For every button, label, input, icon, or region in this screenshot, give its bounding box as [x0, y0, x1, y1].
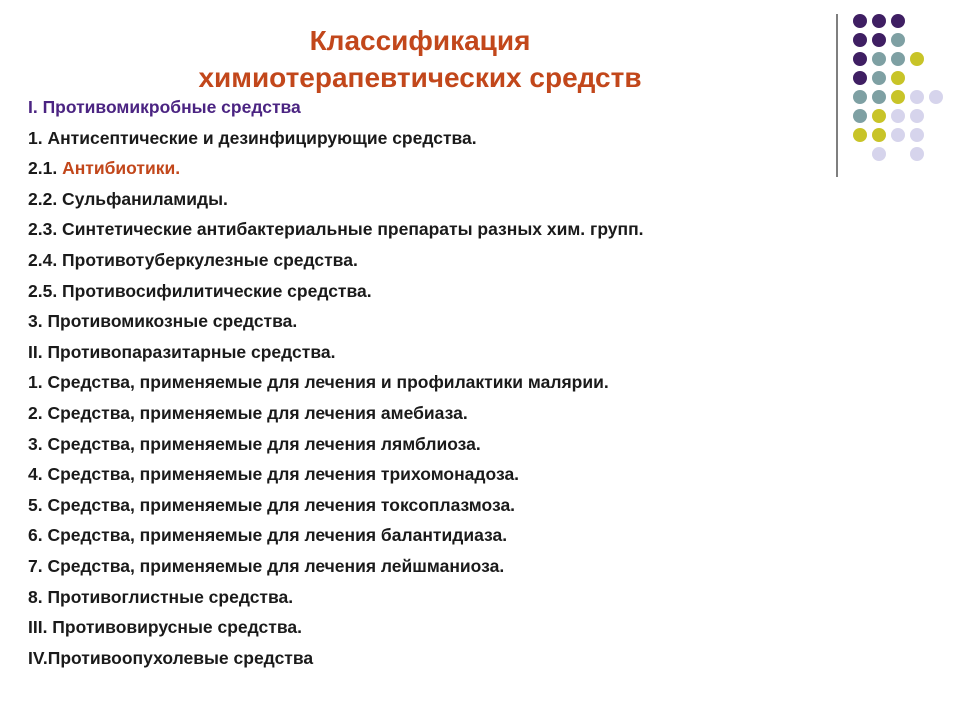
dot-teal: [853, 90, 867, 104]
dot-olive: [910, 52, 924, 66]
section-heading-antiviral: III. Противовирусные средства.: [28, 617, 302, 638]
list-item: 2.3. Синтетические антибактериальные препараты разных хим. групп.: [28, 219, 644, 240]
dot-purple: [872, 14, 886, 28]
section-heading-antitumor: IV.Противоопухолевые средства: [28, 647, 314, 668]
dot-teal: [853, 109, 867, 123]
list-item: 1. Антисептические и дезинфицирующие средства.: [28, 127, 477, 148]
dot-purple: [853, 71, 867, 85]
dot-teal: [872, 71, 886, 85]
dot-purple: [853, 33, 867, 47]
list-item: 3. Средства, применяемые для лечения лямблиоза.: [28, 433, 481, 454]
highlighted-term: Антибиотики.: [62, 158, 181, 179]
list-item: 2. Средства, применяемые для лечения амебиаза.: [28, 402, 468, 423]
list-item: 3. Противомикозные средства.: [28, 311, 298, 332]
dot-purple: [872, 33, 886, 47]
dot-purple: [853, 14, 867, 28]
classification-list: [28, 92, 848, 673]
dot-olive: [891, 90, 905, 104]
list-item: 7. Средства, применяемые для лечения лейшманиоза.: [28, 555, 505, 576]
list-item: 5. Средства, применяемые для лечения токсоплазмоза.: [28, 494, 516, 515]
list-item-antibiotics: 2.1. Антибиотики.: [28, 158, 181, 179]
list-item: 6. Средства, применяемые для лечения балантидиаза.: [28, 525, 508, 546]
dot-lavender: [910, 109, 924, 123]
dot-teal: [872, 90, 886, 104]
slide-title-line-2: химиотерапевтических средств: [198, 62, 642, 93]
dot-lavender: [910, 147, 924, 161]
dot-teal: [891, 33, 905, 47]
list-item: 2.2. Сульфаниламиды.: [28, 188, 228, 209]
dot-olive: [872, 109, 886, 123]
list-item: 2.5. Противосифилитические средства.: [28, 280, 372, 301]
dot-olive: [853, 128, 867, 142]
dot-purple: [853, 52, 867, 66]
slide-title: [0, 22, 840, 96]
section-heading-antimicrobial: I. Противомикробные средства: [28, 97, 301, 117]
section-heading-antiparasitic: II. Противопаразитарные средства.: [28, 341, 336, 362]
dot-lavender: [910, 128, 924, 142]
dot-teal: [891, 52, 905, 66]
dot-lavender: [929, 90, 943, 104]
dot-lavender: [872, 147, 886, 161]
dot-olive: [872, 128, 886, 142]
dot-purple: [891, 14, 905, 28]
slide-title-line-1: Классификация: [309, 25, 531, 56]
list-item: 4. Средства, применяемые для лечения трихомонадоза.: [28, 464, 520, 485]
list-item: 1. Средства, применяемые для лечения и профилактики малярии.: [28, 372, 609, 393]
dot-lavender: [891, 128, 905, 142]
list-item: 2.4. Противотуберкулезные средства.: [28, 249, 358, 270]
dot-olive: [891, 71, 905, 85]
list-item: 8. Противоглистные средства.: [28, 586, 294, 607]
dot-lavender: [910, 90, 924, 104]
dot-teal: [872, 52, 886, 66]
dot-lavender: [891, 109, 905, 123]
